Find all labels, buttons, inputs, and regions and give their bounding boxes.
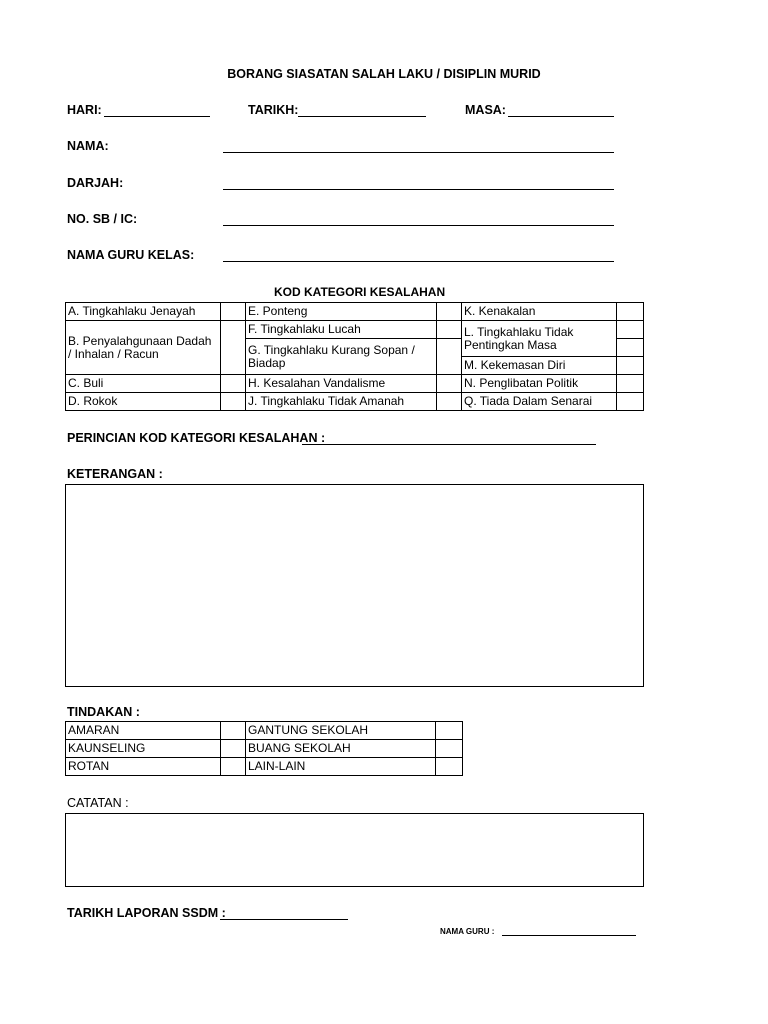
checkbox-lain[interactable] [436,758,463,776]
hari-label: HARI: [67,103,102,117]
checkbox-g[interactable] [437,339,462,375]
checkbox-n[interactable] [617,375,644,393]
kod-k: K. Kenakalan [462,303,617,321]
checkbox-e[interactable] [437,303,462,321]
tindakan-amaran: AMARAN [66,722,221,740]
guru-kelas-label: NAMA GURU KELAS: [67,248,195,262]
kod-f: F. Tingkahlaku Lucah [246,321,437,339]
kod-g: G. Tingkahlaku Kurang Sopan / Biadap [246,339,437,375]
checkbox-kaunseling[interactable] [221,740,246,758]
kod-a: A. Tingkahlaku Jenayah [66,303,221,321]
checkbox-m[interactable] [617,357,644,375]
masa-field[interactable] [508,116,614,117]
kod-n: N. Penglibatan Politik [462,375,617,393]
checkbox-b[interactable] [221,321,246,375]
tindakan-buang: BUANG SEKOLAH [246,740,436,758]
checkbox-rotan[interactable] [221,758,246,776]
nama-guru-label: NAMA GURU : [440,927,495,936]
perincian-label: PERINCIAN KOD KATEGORI KESALAHAN : [67,431,326,445]
kod-q: Q. Tiada Dalam Senarai [462,393,617,411]
checkbox-gantung[interactable] [436,722,463,740]
checkbox-l-extra[interactable] [617,339,644,357]
tarikh-laporan-field[interactable] [220,919,348,920]
guru-kelas-field[interactable] [223,261,614,262]
kod-b: B. Penyalahgunaan Dadah / Inhalan / Racun [66,321,221,375]
checkbox-j[interactable] [437,393,462,411]
checkbox-q[interactable] [617,393,644,411]
tindakan-rotan: ROTAN [66,758,221,776]
kod-e: E. Ponteng [246,303,437,321]
kod-j: J. Tingkahlaku Tidak Amanah [246,393,437,411]
masa-label: MASA: [465,103,506,117]
checkbox-k[interactable] [617,303,644,321]
perincian-field[interactable] [302,444,596,445]
checkbox-c[interactable] [221,375,246,393]
checkbox-a[interactable] [221,303,246,321]
darjah-label: DARJAH: [67,176,124,190]
catatan-box[interactable] [65,813,644,887]
form-title: BORANG SIASATAN SALAH LAKU / DISIPLIN MURID [227,67,541,81]
no-sb-ic-field[interactable] [223,225,614,226]
keterangan-label: KETERANGAN : [67,467,163,481]
kod-d: D. Rokok [66,393,221,411]
checkbox-l[interactable] [617,321,644,339]
checkbox-amaran[interactable] [221,722,246,740]
no-sb-ic-label: NO. SB / IC: [67,212,138,226]
hari-field[interactable] [104,116,210,117]
kod-kategori-table [65,302,644,411]
kod-c: C. Buli [66,375,221,393]
nama-guru-field[interactable] [502,935,636,936]
tindakan-kaunseling: KAUNSELING [66,740,221,758]
tindakan-lain: LAIN-LAIN [246,758,436,776]
tarikh-laporan-label: TARIKH LAPORAN SSDM : [67,906,226,920]
kod-kategori-heading: KOD KATEGORI KESALAHAN [274,285,446,299]
keterangan-box[interactable] [65,484,644,687]
tindakan-label: TINDAKAN : [67,705,140,719]
kod-h: H. Kesalahan Vandalisme [246,375,437,393]
checkbox-h[interactable] [437,375,462,393]
tindakan-table [65,721,463,776]
tarikh-field[interactable] [298,116,426,117]
checkbox-d[interactable] [221,393,246,411]
checkbox-f[interactable] [437,321,462,339]
nama-label: NAMA: [67,139,109,153]
kod-l: L. Tingkahlaku Tidak Pentingkan Masa [462,321,617,357]
catatan-label: CATATAN : [67,796,129,810]
nama-field[interactable] [223,152,614,153]
checkbox-buang[interactable] [436,740,463,758]
tindakan-gantung: GANTUNG SEKOLAH [246,722,436,740]
tarikh-label: TARIKH: [248,103,299,117]
kod-m: M. Kekemasan Diri [462,357,617,375]
darjah-field[interactable] [223,189,614,190]
